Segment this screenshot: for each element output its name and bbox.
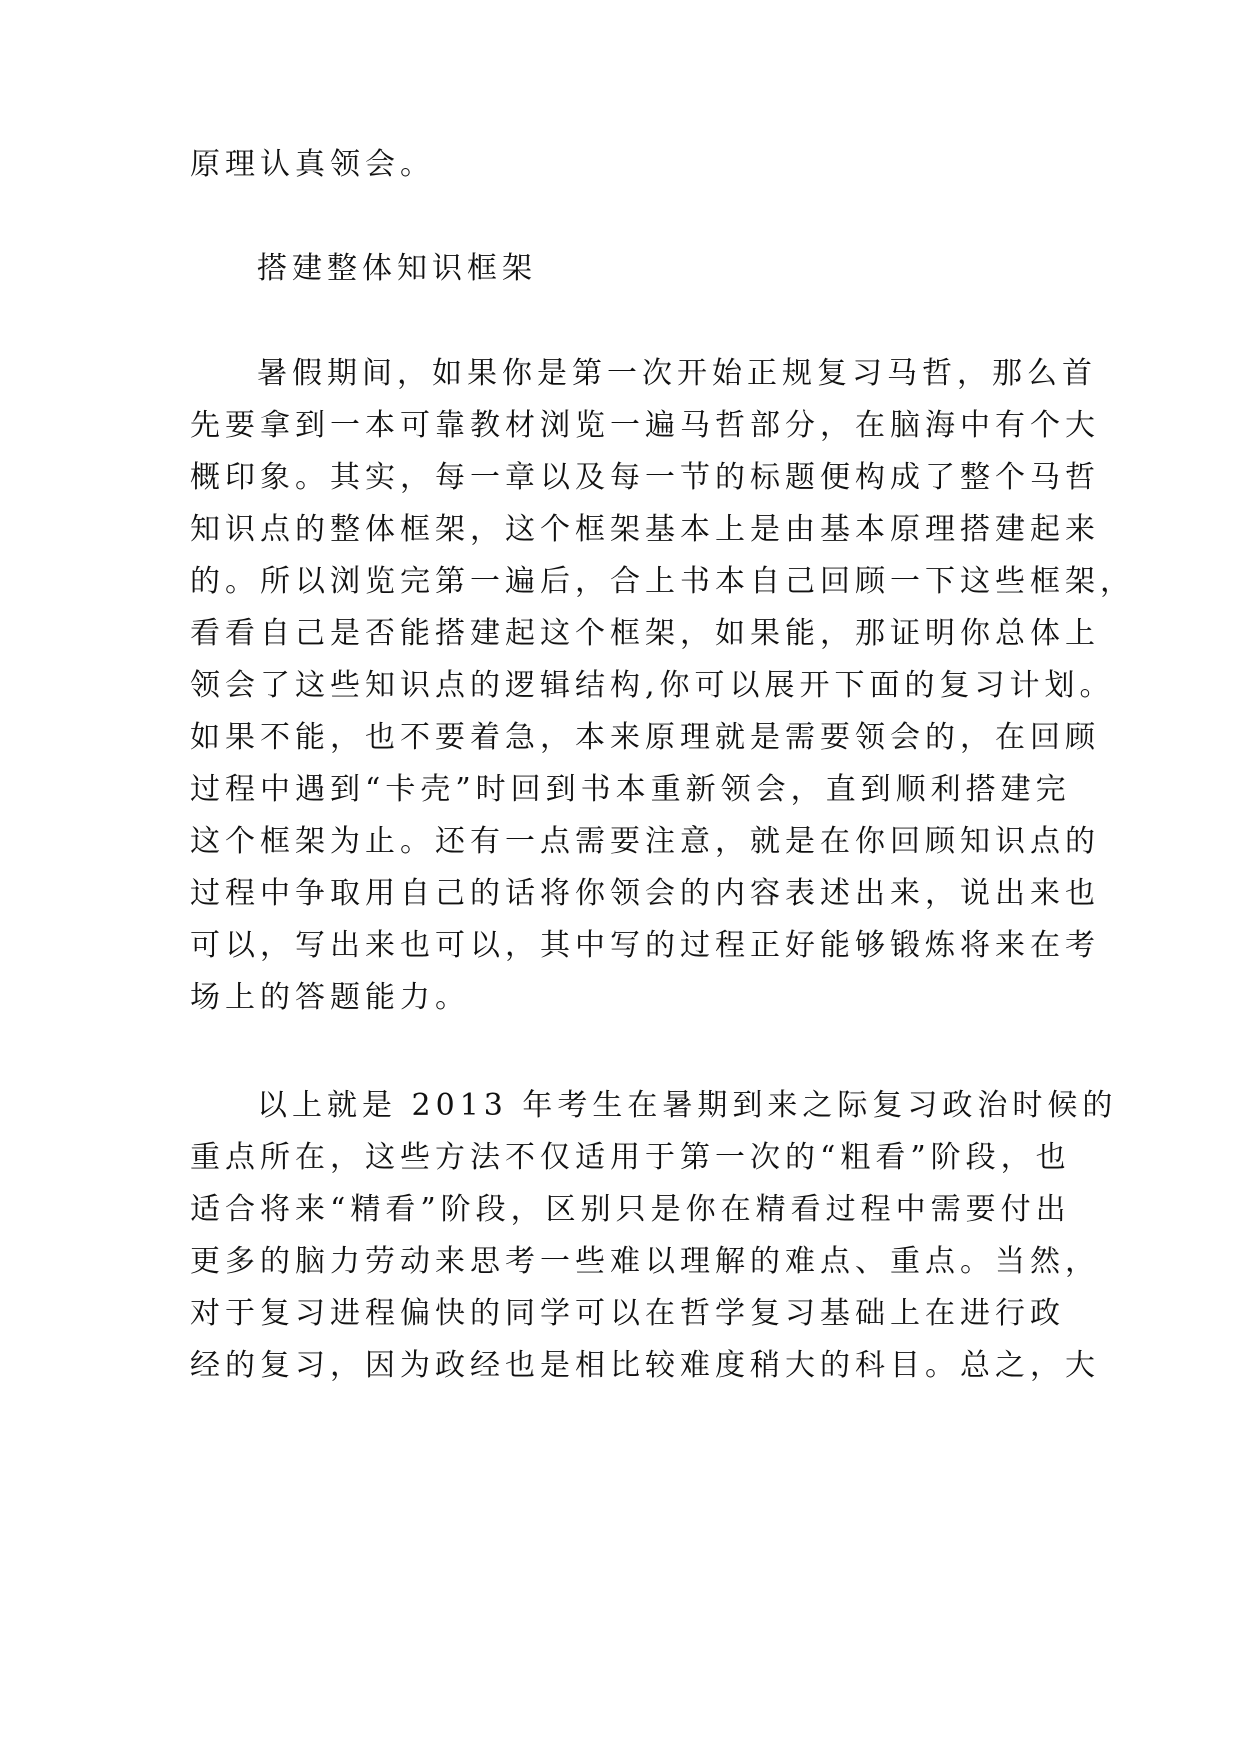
section-heading: 搭建整体知识框架 [257, 251, 537, 286]
paragraph-line: 过程中遇到“卡壳”时回到书本重新领会，直到顺利搭建完 [190, 772, 1071, 807]
paragraph-line: 重点所在，这些方法不仅适用于第一次的“粗看”阶段，也 [190, 1140, 1071, 1175]
paragraph-line: 暑假期间，如果你是第一次开始正规复习马哲，那么首 [257, 356, 1097, 391]
paragraph-line: 适合将来“精看”阶段，区别只是你在精看过程中需要付出 [190, 1192, 1071, 1227]
paragraph-line: 原理认真领会。 [190, 147, 435, 182]
paragraph-line: 可以，写出来也可以，其中写的过程正好能够锻炼将来在考 [190, 928, 1100, 963]
paragraph-line: 过程中争取用自己的话将你领会的内容表述出来，说出来也 [190, 876, 1100, 911]
paragraph-line: 的。所以浏览完第一遍后，合上书本自己回顾一下这些框架， [190, 564, 1135, 599]
paragraph-line: 对于复习进程偏快的同学可以在哲学复习基础上在进行政 [190, 1296, 1065, 1331]
paragraph-line: 经的复习，因为政经也是相比较难度稍大的科目。总之，大 [190, 1348, 1100, 1383]
paragraph-line: 看看自己是否能搭建起这个框架，如果能，那证明你总体上 [190, 616, 1100, 651]
paragraph-line: 知识点的整体框架，这个框架基本上是由基本原理搭建起来 [190, 512, 1100, 547]
paragraph-line: 先要拿到一本可靠教材浏览一遍马哲部分，在脑海中有个大 [190, 408, 1100, 443]
paragraph-line: 概印象。其实，每一章以及每一节的标题便构成了整个马哲 [190, 460, 1100, 495]
paragraph-line: 领会了这些知识点的逻辑结构,你可以展开下面的复习计划。 [190, 668, 1115, 703]
paragraph-line: 这个框架为止。还有一点需要注意，就是在你回顾知识点的 [190, 824, 1100, 859]
paragraph-line: 如果不能，也不要着急，本来原理就是需要领会的，在回顾 [190, 720, 1100, 755]
paragraph-line: 更多的脑力劳动来思考一些难以理解的难点、重点。当然， [190, 1244, 1100, 1279]
paragraph-line: 场上的答题能力。 [190, 980, 470, 1015]
paragraph-line: 以上就是 2013 年考生在暑期到来之际复习政治时候的 [257, 1088, 1118, 1123]
